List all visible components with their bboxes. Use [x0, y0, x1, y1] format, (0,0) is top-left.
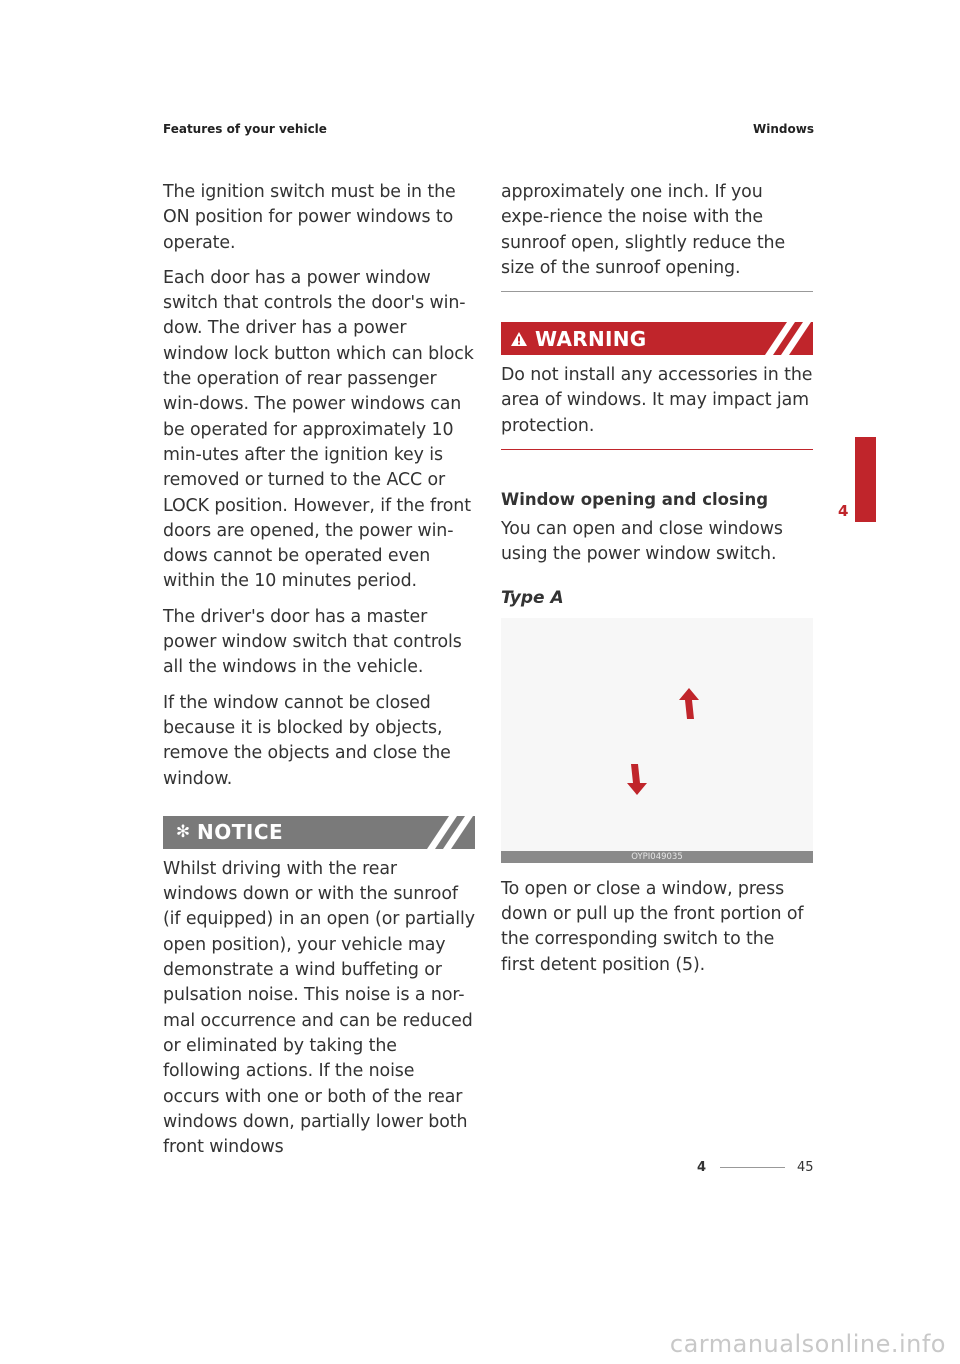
notice-text: Whilst driving with the rear windows down or with the sunroof (if equipped) in an open (or partially open position), your vehicle may demonstrate a wind buffeting or pulsation noise. This noise is a nor-mal occurrence and can be reduced or eliminated by taking the following actions. If the noise occurs with one or both of the rear windows down, partially lower both front windows — [163, 858, 475, 1158]
paragraph: The ignition switch must be in the ON position for power windows to operate. — [163, 182, 456, 253]
after-figure-paragraph: To open or close a window, press down or pull up the front portion of the corresponding switch to the first detent position (5). — [501, 878, 804, 975]
window-switch-figure — [501, 618, 813, 863]
chapter-tab-marker — [855, 437, 876, 522]
chapter-tab-number: 4 — [838, 502, 849, 520]
notice-banner — [163, 816, 475, 849]
warning-triangle-icon — [509, 329, 529, 349]
paragraph: If the window cannot be closed because it is blocked by objects, remove the objects and close the window. — [163, 692, 451, 789]
section-paragraph: You can open and close windows using the power window switch. — [501, 519, 783, 565]
arrow-down-icon — [626, 763, 648, 795]
diagonal-stripes-decoration — [763, 322, 813, 355]
continued-paragraph: approximately one inch. If you expe-rience the noise with the sunroof open, slightly reduce the size of the sunroof opening. — [501, 182, 786, 278]
left-column — [163, 180, 475, 1170]
paragraph: The driver's door has a master power window switch that controls all the windows in the vehicle. — [163, 606, 462, 678]
warning-label: WARNING — [535, 326, 647, 351]
notice-label: NOTICE — [197, 820, 284, 845]
right-column — [501, 180, 813, 988]
running-header-section: Features of your vehicle — [163, 122, 327, 136]
watermark: carmanualsonline.info — [669, 1330, 946, 1358]
type-label: Type A — [501, 587, 564, 608]
asterisk-icon: ✻ — [175, 822, 191, 843]
footer-divider — [720, 1167, 785, 1168]
warning-banner — [501, 322, 813, 355]
divider — [501, 291, 813, 292]
arrow-up-icon — [678, 688, 700, 720]
divider — [501, 449, 813, 450]
running-header-topic: Windows — [753, 122, 814, 136]
warning-text: Do not install any accessories in the area of windows. It may impact jam protection. — [501, 365, 813, 436]
section-title: Window opening and closing — [501, 490, 769, 510]
diagonal-stripes-decoration — [425, 816, 475, 849]
figure-code: OYPI049035 — [501, 851, 813, 863]
footer-page-number: 45 — [797, 1160, 814, 1175]
paragraph: Each door has a power window switch that controls the door's win-dow. The driver has a power window lock button which can block the operation of rear passenger win-dows. The power windows can be operated for approximately 10 min-utes after the ignition key is removed or turned to the ACC or LOCK position. However, if the front doors are opened, the power win-dows cannot be operated even within the 10 minutes period. — [163, 267, 474, 592]
footer-chapter-number: 4 — [697, 1160, 707, 1175]
